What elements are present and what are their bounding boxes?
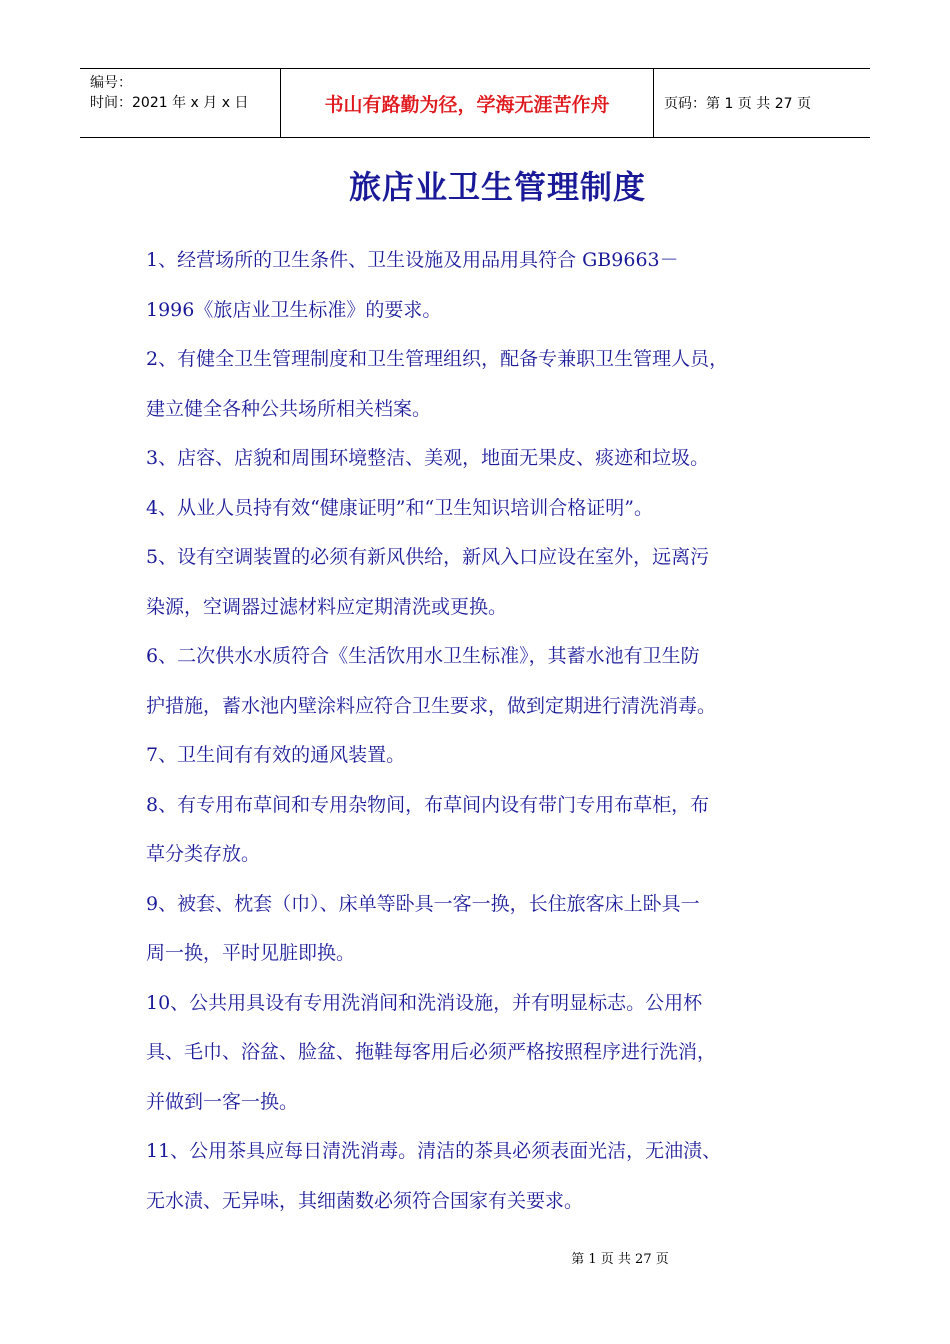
body-line: 具、毛巾、浴盆、脸盆、拖鞋每客用后必须严格按照程序进行洗消， [146, 1041, 717, 1063]
body-line: 草分类存放。 [146, 843, 261, 865]
body-line: 10、公共用具设有专用洗消间和洗消设施，并有明显标志。公用杯 [146, 991, 703, 1014]
number-label: 编号： [90, 75, 132, 91]
time-label: 时间：2021 年 x 月 x 日 [90, 95, 249, 111]
body-line: 4、从业人员持有效“健康证明”和“卫生知识培训合格证明”。 [146, 496, 653, 519]
body-line: 护措施，蓄水池内壁涂料应符合卫生要求，做到定期进行清洗消毒。 [146, 694, 717, 717]
page-info: 页码：第 1 页 共 27 页 [664, 96, 811, 112]
body-line: 染源，空调器过滤材料应定期清洗或更换。 [146, 595, 508, 618]
document-header [80, 68, 870, 138]
body-line: 9、被套、枕套（巾）、床单等卧具一客一换，长住旅客床上卧具一 [146, 892, 700, 915]
motto: 书山有路勤为径，学海无涯苦作舟 [281, 69, 654, 137]
body-line: 11、公用茶具应每日清洗消毒。清洁的茶具必须表面光洁，无油渍、 [146, 1140, 722, 1162]
body-line: 1、经营场所的卫生条件、卫生设施及用品用具符合 GB9663－ [146, 249, 679, 271]
page-footer: 第 1 页 共 27 页 [571, 1252, 669, 1267]
body-line: 建立健全各种公共场所相关档案。 [146, 397, 432, 420]
document-title: 旅店业卫生管理制度 [348, 168, 646, 206]
body-line: 6、二次供水水质符合《生活饮用水卫生标准》，其蓄水池有卫生防 [146, 645, 700, 667]
body-line: 3、店容、店貌和周围环境整洁、美观，地面无果皮、痰迹和垃圾。 [146, 447, 710, 469]
body-line: 7、卫生间有有效的通风装置。 [146, 744, 406, 766]
body-line: 2、有健全卫生管理制度和卫生管理组织，配备专兼职卫生管理人员， [146, 348, 729, 370]
body-line: 1996《旅店业卫生标准》的要求。 [146, 298, 442, 321]
document-body [146, 236, 826, 1226]
body-line: 周一换，平时见脏即换。 [146, 942, 356, 964]
body-line: 8、有专用布草间和专用杂物间，布草间内设有带门专用布草柜，布 [146, 793, 710, 816]
body-line: 无水渍、无异味，其细菌数必须符合国家有关要求。 [146, 1189, 584, 1212]
header-left-cell [80, 69, 281, 137]
body-line: 5、设有空调装置的必须有新风供给，新风入口应设在室外，远离污 [146, 546, 710, 568]
body-line: 并做到一客一换。 [146, 1090, 299, 1113]
